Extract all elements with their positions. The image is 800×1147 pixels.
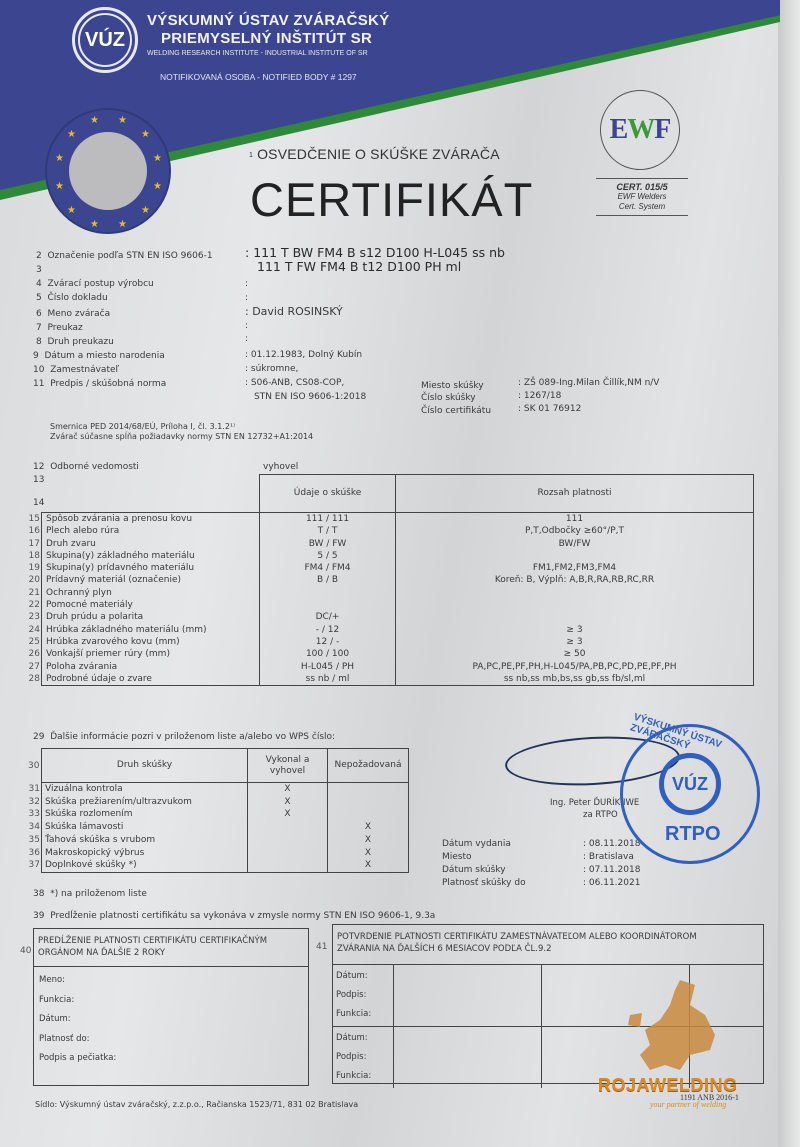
row-test-value: 12 / - <box>260 636 396 648</box>
row-num: 37 <box>28 860 40 871</box>
test-place-label: Miesto skúšky <box>421 381 484 391</box>
field-4-value: : <box>245 279 249 289</box>
stamp-ring-text: VÝSKUMNÝ ÚSTAV ZVÁRAČSKÝ <box>628 711 723 752</box>
passed-mark: X <box>248 796 328 809</box>
box-41-signature-label: Podpis: <box>336 990 367 1000</box>
star-icon: ★ <box>55 153 64 164</box>
not-required-mark <box>328 808 409 821</box>
table-row <box>42 525 754 537</box>
issue-date-value: : 08.11.2018 <box>583 839 641 849</box>
row-range-value: BW/FW <box>396 538 754 550</box>
test-place-value: : ZŠ 089-Ing.Milan Čillík,NM n/V <box>518 378 660 388</box>
row-num: 36 <box>28 847 40 858</box>
not-required-mark: X <box>328 847 409 860</box>
directive-line2: Zvárač súčasne spĺňa požiadavky normy STN EN 12732+A1:2014 <box>50 432 314 441</box>
row-range-value: 111 <box>396 513 754 526</box>
institute-english: WELDING RESEARCH INSTITUTE - INDUSTRIAL INSTITUTE OF SR <box>147 50 368 57</box>
star-icon: ★ <box>153 153 162 164</box>
watermark-tagline: your partner of welding <box>650 1100 727 1109</box>
passed-mark <box>248 859 328 872</box>
row-label <box>28 648 260 660</box>
field-2-label: 2 Označenie podľa STN EN ISO 9606-1 <box>36 251 213 261</box>
place-value: : Bratislava <box>583 852 634 862</box>
row-test-value: T / T <box>260 525 396 537</box>
row-range-value: ≥ 50 <box>396 648 754 660</box>
row-label <box>28 587 260 599</box>
row-num: 17 <box>28 538 40 549</box>
table-row <box>42 834 409 847</box>
row-num: 28 <box>28 673 40 684</box>
box-41-title <box>333 925 763 965</box>
institute-line1: VÝSKUMNÝ ÚSTAV ZVÁRAČSKÝ <box>147 12 390 29</box>
employer: : súkromne, <box>245 364 299 374</box>
passed-mark <box>248 834 328 847</box>
table-row <box>42 513 754 526</box>
ewf-cert-line2: EWF Welders <box>617 192 667 201</box>
col-test-type: Druh skúšky <box>42 749 248 783</box>
test-label <box>28 783 248 796</box>
box-41-date-label: Dátum: <box>336 971 368 981</box>
box-40-date-field[interactable]: Dátum: <box>39 1014 71 1024</box>
row-num: 26 <box>28 649 40 660</box>
not-required-mark <box>328 783 409 796</box>
signatory-org: za RTPO <box>583 810 618 820</box>
row-label-text: Skupina(y) prídavného materiálu <box>46 563 195 574</box>
row-num: 15 <box>28 514 40 524</box>
row-label-text: Vonkajší priemer rúry (mm) <box>46 649 170 660</box>
watermark-brand: ROJAWELDING <box>598 1075 738 1095</box>
emblem-center <box>67 129 147 210</box>
table-row <box>42 587 754 599</box>
row-range-value <box>396 587 754 599</box>
row-num: 32 <box>28 796 40 807</box>
field-8-value: : <box>245 334 249 344</box>
row-num: 27 <box>28 661 40 672</box>
table-row <box>42 611 754 623</box>
test-label <box>28 847 248 860</box>
table-row <box>42 821 409 834</box>
row-test-value: DC/+ <box>260 611 396 623</box>
row-label <box>28 661 260 673</box>
test-label-text: Ťahová skúška s vrubom <box>45 834 156 845</box>
test-standard: : S06-ANB, CS08-COP, <box>245 378 345 388</box>
eu-stars-emblem <box>45 108 171 234</box>
star-icon: ★ <box>67 205 76 216</box>
ewf-e: E <box>609 114 628 145</box>
box-40-signature-field[interactable]: Podpis a pečiatka: <box>39 1053 117 1063</box>
table-row <box>42 661 754 673</box>
row-test-value: 111 / 111 <box>260 513 396 526</box>
field-5-label: 5 Číslo dokladu <box>36 293 108 303</box>
test-label <box>28 808 248 821</box>
ewf-cert-block <box>596 178 688 216</box>
row-label <box>28 636 260 648</box>
box-41-title-1: POTVRDENIE PLATNOSTI CERTIFIKÁTU ZAMESTNÁVATEĽOM ALEBO KOORDINÁTOROM <box>337 932 697 942</box>
box-40-valid-field[interactable]: Platnosť do: <box>39 1033 90 1044</box>
row-label-text: Poloha zvárania <box>46 661 118 672</box>
row-30-num: 30 <box>28 761 40 771</box>
box-40-name-field[interactable]: Meno: <box>39 975 66 985</box>
passed-mark <box>248 847 328 860</box>
row-label-text: Prídavný materiál (označenie) <box>46 575 182 586</box>
test-label-text: Vizuálna kontrola <box>45 784 123 794</box>
ewf-f: F <box>654 114 671 145</box>
form-code: 1191 ANB 2016-1 <box>680 1093 739 1102</box>
certificate-subtitle <box>249 146 500 162</box>
row-num: 33 <box>28 809 40 820</box>
box-40-title-2: ORGÁNOM NA ĎALŠIE 2 ROKY <box>38 948 166 958</box>
table-row <box>42 808 409 821</box>
table-row <box>42 599 754 611</box>
vuz-logo <box>72 7 138 73</box>
field-6-label: 6 Meno zvárača <box>36 309 111 319</box>
row-label <box>28 550 260 562</box>
row-label <box>28 624 260 636</box>
table-row <box>42 673 754 686</box>
row-num: 19 <box>28 563 40 574</box>
valid-until-label: Platnosť skúšky do <box>442 878 526 888</box>
col-passed: Vykonal a vyhovel <box>248 749 328 783</box>
test-label <box>28 796 248 809</box>
place-label: Miesto <box>442 852 472 862</box>
row-label <box>28 562 260 574</box>
box-41-title-2: ZVÁRANIA NA ĎALŠÍCH 6 MESIACOV PODĽA ČL.9.2 <box>337 944 552 954</box>
row-39: 39 Predĺženie platnosti certifikátu sa vykonáva v zmysle normy STN EN ISO 9606-1, 9.3a <box>33 911 436 921</box>
certificate-title: CERTIFIKÁT <box>250 173 534 226</box>
knowledge-label: 12 Odborné vedomosti <box>33 462 139 472</box>
row-test-value: BW / FW <box>260 538 396 550</box>
box-41-labels-2 <box>333 1027 393 1089</box>
row-num: 35 <box>28 834 40 845</box>
ewf-w: W <box>627 114 655 145</box>
row-test-value: - / 12 <box>260 624 396 636</box>
test-no-label: Číslo skúšky <box>421 393 476 403</box>
box-40-num: 40 <box>20 946 32 956</box>
row-range-value <box>396 550 754 562</box>
star-icon: ★ <box>67 129 76 140</box>
test-label-text: Skúška lámavosti <box>45 822 124 833</box>
test-label <box>28 859 248 872</box>
table-row <box>42 574 754 586</box>
row-label <box>28 673 260 686</box>
row-num: 34 <box>28 822 40 833</box>
directive-line1: Smernica PED 2014/68/EÚ, Príloha I, čl. 3.1.2¹⁾ <box>50 422 236 431</box>
test-no-value: : 1267/18 <box>518 391 562 401</box>
box-41-num: 41 <box>316 942 328 952</box>
test-label <box>28 834 248 847</box>
valid-until-value: : 06.11.2021 <box>583 878 641 888</box>
ewf-cert-line3: Cert. System <box>618 202 666 211</box>
row-29: 29 Ďalšie informácie pozri v priloženom liste a/alebo vo WPS číslo: <box>33 732 336 742</box>
test-label-text: Makroskopický výbrus <box>45 847 145 858</box>
row-label-text: Hrúbka základného materiálu (mm) <box>46 624 207 635</box>
table-row <box>42 550 754 562</box>
row-test-value: H-L045 / PH <box>260 661 396 673</box>
knowledge-value: vyhovel <box>263 462 299 472</box>
row-label-text: Pomocné materiály <box>46 600 133 611</box>
test-label-text: Skúška prežiarením/ultrazvukom <box>45 796 192 807</box>
box-40-title <box>34 929 308 967</box>
field-4-label: 4 Zvárací postup výrobcu <box>36 279 154 289</box>
not-required-mark <box>328 796 409 809</box>
test-date-label: Dátum skúšky <box>442 865 506 875</box>
box-40-fields <box>34 967 308 1073</box>
vuz-logo-text: VÚZ <box>78 13 132 67</box>
box-40-function-field[interactable]: Funkcia: <box>39 994 75 1005</box>
row-label-text: Druh prúdu a polarita <box>46 612 144 623</box>
row-num: 31 <box>28 784 40 794</box>
field-9-label: 9 Dátum a miesto narodenia <box>33 351 165 361</box>
row-range-value: ≥ 3 <box>396 636 754 648</box>
extension-box-40 <box>33 928 309 1086</box>
row-num: 20 <box>28 575 40 586</box>
box-41-cell[interactable] <box>393 1027 541 1089</box>
designation-line1: : 111 T BW FM4 B s12 D100 H-L045 ss nb <box>245 245 505 260</box>
field-8-label: 8 Druh preukazu <box>36 337 114 347</box>
row-label-text: Druh zvaru <box>46 538 96 549</box>
cert-no-value: : SK 01 76912 <box>518 404 582 414</box>
tests-table-body <box>28 783 409 873</box>
table-row <box>42 624 754 636</box>
table-row <box>42 847 409 860</box>
cert-no-label: Číslo certifikátu <box>421 406 492 416</box>
row-test-value: FM4 / FM4 <box>260 562 396 574</box>
row-range-value: ≥ 3 <box>396 624 754 636</box>
test-label-text: Doplnkové skúšky *) <box>45 860 137 871</box>
field-5-value: : <box>245 293 249 303</box>
col-test-data: Údaje o skúške <box>260 475 396 513</box>
footer-address: Sídlo: Výskumný ústav zváračský, z.z.p.o., Račianska 1523/71, 831 02 Bratislava <box>35 1100 359 1109</box>
row-label <box>28 538 260 550</box>
box-41-date-label: Dátum: <box>336 1033 368 1043</box>
row-label <box>28 611 260 623</box>
row-test-value: 100 / 100 <box>260 648 396 660</box>
row-13: 13 <box>33 475 45 485</box>
table-row <box>42 648 754 660</box>
row-num: 22 <box>28 600 40 611</box>
row-marker: 1 <box>249 151 254 159</box>
stamp-rtpo: RTPO <box>665 823 721 845</box>
star-icon: ★ <box>55 181 64 192</box>
field-7-label: 7 Preukaz <box>36 323 83 333</box>
box-40-title-1: PREDĹŽENIE PLATNOSTI CERTIFIKÁTU CERTIFIKAČNÝM <box>38 936 268 946</box>
test-standard-2: STN EN ISO 9606-1:2018 <box>254 392 367 402</box>
row-num: 24 <box>28 624 40 635</box>
row-num: 25 <box>28 636 40 647</box>
row-range-value: FM1,FM2,FM3,FM4 <box>396 562 754 574</box>
table-row <box>42 796 409 809</box>
table-row <box>42 562 754 574</box>
star-icon: ★ <box>118 219 127 230</box>
passed-mark: X <box>248 808 328 821</box>
row-label <box>28 525 260 537</box>
row-range-value: ss nb,ss mb,bs,ss gb,ss fb/sl,ml <box>396 673 754 686</box>
row-test-value: 5 / 5 <box>260 550 396 562</box>
row-range-value <box>396 611 754 623</box>
main-table-body <box>28 513 754 686</box>
row-test-value: B / B <box>260 574 396 586</box>
table-row <box>42 538 754 550</box>
row-label-text: Plech alebo rúra <box>46 526 120 537</box>
row-label-text: Ochranný plyn <box>46 587 112 598</box>
test-date-value: : 07.11.2018 <box>583 865 641 875</box>
row-label <box>28 599 260 611</box>
row-num: 18 <box>28 550 40 561</box>
star-icon: ★ <box>141 129 150 140</box>
box-41-function-label: Funkcia: <box>336 1009 372 1019</box>
table-row <box>42 636 754 648</box>
box-41-function-label: Funkcia: <box>336 1071 372 1081</box>
col-not-required: Nepožadovaná <box>328 749 409 783</box>
passed-mark: X <box>248 783 328 796</box>
test-label-text: Skúška rozlomením <box>45 809 133 820</box>
table-row <box>42 859 409 872</box>
notified-body: NOTIFIKOVANÁ OSOBA - NOTIFIED BODY # 1297 <box>160 72 357 82</box>
signatory-name: Ing. Peter ĎURÍK IWE <box>550 798 640 808</box>
row-test-value <box>260 587 396 599</box>
row-range-value: P,T,Odbočky ≥60°/P,T <box>396 525 754 537</box>
welder-name: : David ROSINSKÝ <box>245 305 343 318</box>
birth-date-place: : 01.12.1983, Dolný Kubín <box>245 350 363 360</box>
passed-mark <box>248 821 328 834</box>
row-label-text: Podrobné údaje o zvare <box>46 673 152 684</box>
not-required-mark: X <box>328 821 409 834</box>
row-num: 23 <box>28 612 40 623</box>
star-icon: ★ <box>141 205 150 216</box>
subtitle-text: OSVEDČENIE O SKÚŠKE ZVÁRAČA <box>257 146 500 162</box>
row-14-num: 14 <box>33 498 45 508</box>
field-10-label: 10 Zamestnávateľ <box>33 365 119 375</box>
institute-line2: PRIEMYSELNÝ INŠTITÚT SR <box>161 30 373 47</box>
paper-edge <box>778 0 800 1147</box>
row-num: 16 <box>28 526 40 537</box>
box-41-cell[interactable] <box>393 965 541 1027</box>
ewf-logo <box>600 90 680 170</box>
col-range: Rozsah platnosti <box>396 475 754 513</box>
stamp-center: VÚZ <box>659 753 721 815</box>
blank-header <box>42 475 260 513</box>
row-test-value: ss nb / ml <box>260 673 396 686</box>
institute-name <box>147 12 390 48</box>
test-label <box>28 821 248 834</box>
europe-map-icon <box>620 975 730 1075</box>
star-icon: ★ <box>118 115 127 126</box>
row-num: 21 <box>28 587 40 598</box>
issue-date-label: Dátum vydania <box>442 839 511 849</box>
row-38: 38 *) na priloženom liste <box>33 889 147 899</box>
row-label-text: Hrúbka zvarového kovu (mm) <box>46 636 180 647</box>
row-range-value: Koreň: B, Výplň: A,B,R,RA,RB,RC,RR <box>396 574 754 586</box>
field-11-label: 11 Predpis / skúšobná norma <box>33 379 167 389</box>
table-row <box>42 783 409 796</box>
ewf-letters <box>610 114 671 146</box>
row-label <box>28 513 260 526</box>
field-3-label: 3 <box>36 265 42 275</box>
star-icon: ★ <box>90 219 99 230</box>
row-range-value: PA,PC,PE,PF,PH,H-L045/PA,PB,PC,PD,PE,PF,PH <box>396 661 754 673</box>
designation-line2: 111 T FW FM4 B t12 D100 PH ml <box>257 259 462 274</box>
not-required-mark: X <box>328 859 409 872</box>
box-41-labels-1 <box>333 965 393 1027</box>
ewf-cert-code: CERT. 015/5 <box>616 182 668 192</box>
row-label-text: Spôsob zvárania a prenosu kovu <box>46 514 193 524</box>
row-label <box>28 574 260 586</box>
not-required-mark: X <box>328 834 409 847</box>
row-test-value <box>260 599 396 611</box>
star-icon: ★ <box>90 115 99 126</box>
row-range-value <box>396 599 754 611</box>
rtpo-stamp <box>620 711 760 864</box>
star-icon: ★ <box>153 181 162 192</box>
row-label-text: Skupina(y) základného materiálu <box>46 550 195 561</box>
box-41-signature-label: Podpis: <box>336 1052 367 1062</box>
field-7-value: : <box>245 321 249 331</box>
